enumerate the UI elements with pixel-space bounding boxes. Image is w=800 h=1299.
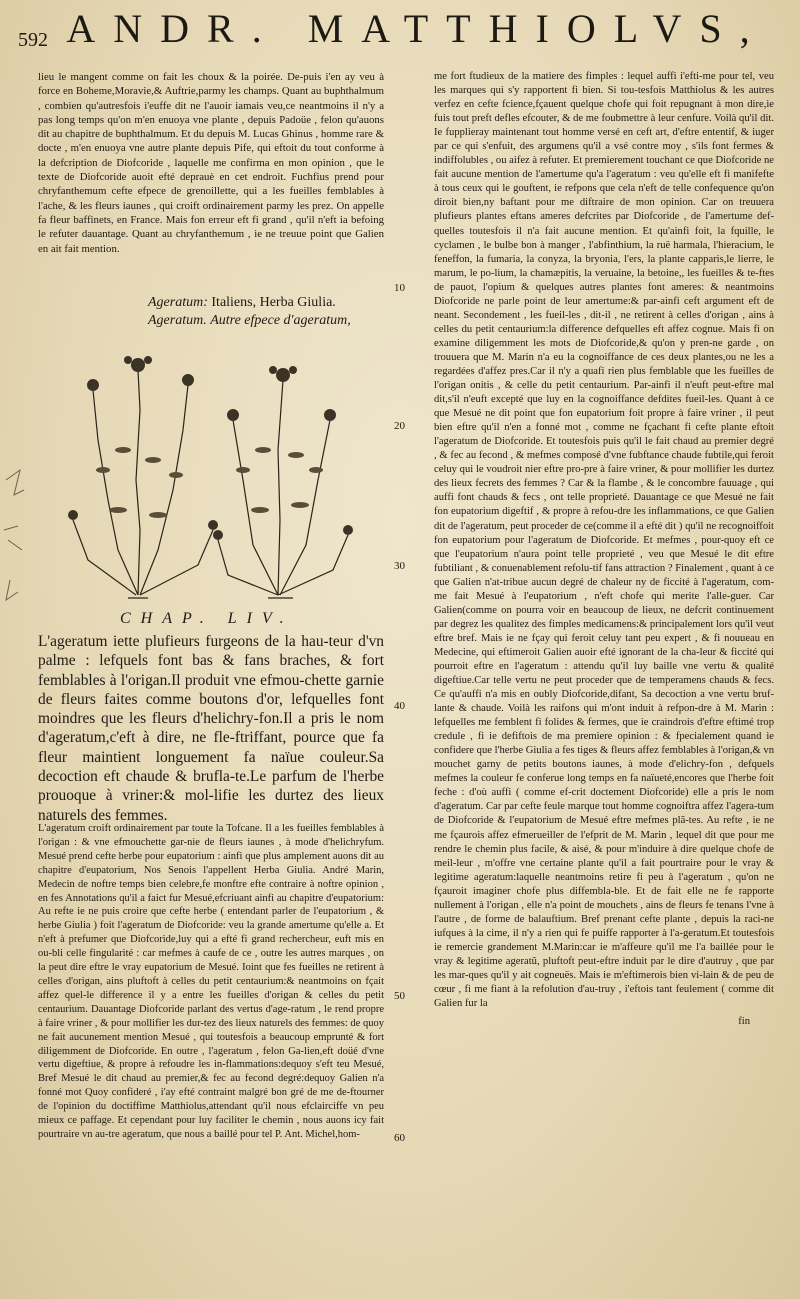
catchword: fin <box>738 1016 750 1028</box>
paragraph: L'ageratum croift ordinairement par toute la Tofcane. Il a les fueilles femblables à l'origan : & vne efmouchette gar-nie de fleurs iaunes , à mode d'helichryfum. Mesué prend cefte herbe pour eupatorium : ainfi que plus amplement auons dit au chapitre d'eupatorium, Nos Senois l'appellent Herba Giulia. André Marin, Medecin de noftre temps bien celebre,fe monftre efte contraire à noftre opinion , en fes Annotations qu'il a faict fur Mesué,efcriuant ainfi au chapitre d'eupatorium: Au refte ie ne puis croire que cefte herbe ( entendant parler de l'eupatorium , & herbe Giulia ) foit l'ageratum de Diofcoride: veu la grande amertume qu'elle a. Et n'eft à prefumer que Diofcoride,luy qui a efté fi grand rechercheur, euft mis en ou-bli celle fingularité : car mefmes à caufe de ce , outre les autres marques , on la peut dire eftre le vray eupatorium de Mesué. Ioint que fes fueilles ne retirent à celles d'origan, ains pluftoft à celles du petit centaurium:& neantmoins on fçait affez quel-le difference il y a entre les fueilles d'origan & celles du petit centaurium. Dauantage Diofcoride parlant des vertus d'age-ratum , le rend propre à faire vriner , & pour mollifier les dur-tez des lieux naturels des femmes: de quoy ne fait aucunement mention Mesué , qui toutesfois a beaucoup emprunté & fort diligemment de Diofcoride. En outre , l'ageratum , felon Ga-lien,eft doüé d'vne vertu digeftiue, & propre à refoudre les in-flammations:dequoy s'eft teu Mesué, Bref Mesué le dit chaud au premier,& fec au fecond degré:dequoy Galien n'a fonné mot Quoy confideré , i'ay efté contraint malgré bon gré de me de-ftourner de l'opinion du doctiffime Matthiolus,attendant qu'il nous efclairciffe vn peu mieux ce paffage. Et cependant pour luy faciliter le chemin , nous auons icy fait pourtraire vn au-tre ageratum, que nous a baillé pour tel P. Ant. Michel,hom- <box>38 823 384 1140</box>
line-number: 40 <box>394 700 405 712</box>
figure-label-a-vernacular: Italiens, Herba Giulia. <box>211 295 336 310</box>
figure-label-b: Ageratum. <box>148 313 207 328</box>
figure-caption <box>148 294 388 330</box>
folio-number: 592 <box>18 29 48 51</box>
paragraph: me fort ftudieux de la matiere des fimples : lequel auffi i'efti-me pour tel, veu les marques qui s'y rapportent fi bien. Si tou-tesfois Matthiolus & les autres verfez en cefte fcience,fçauent quelque chofe qui foit repugnant à mon dire,ie fuis tout preft defles efcouter, & de me foubmettre à leur cenfure. Voilà qu'il dit. Ie fupplieray maintenant tout homme versé en ceft art, d'eftre ententif, & iuger par ce qui s'enfuit, des argumens qu'il a vsé contre moy , s'ils font fermes & indiffolubles , ou aifez à refuter. Et premierement touchant ce que Diofcoride ne fait aucune mention de l'amertume qu'a l'ageratum : veu qu'elle eft fi manifefte à tous ceux qui le gouftent, ie refpons que cela n'eft de telle confequence qu'on diroit bien,ny baftant pour me diftraire de mon opinion. Car on treuuera plufieurs plantes eftans ameres defcrites par Diofcoride , de l'amertume def-quelles toutesfois il n'a fait aucune mention. Et qu'ainfi foit, la fquille, le cyclamen , le bulbe bon à manger , l'abfinthium, la ruë harmala, l'hieracium, le feneffon, la fumaria, la conyza, la bryonia, l'ers, la plante capparis,le lierre, le marum, le po-lium, la chamæpitis, la veruaine, la betoine,, les fueilles & te-ftes de pauot, l'opium & quelques autres plantes font ameres: & neantmoins Diofcoride ne parle point de leur amertume:& par-ainfi ceft argument eft de neant. Secondement , les fueil-les , dit-il , ne retirent à celles d'origan , ains à celles du petit centaurium:la difference defquelles eft affez cognue. Mais fi on examine diligemment les mots de Diofcoride,& qu'on y pren-ne garde , on trouuera que M. Marin n'a eu la cognoiffance de ces deux plantes,ou ne les a regardées d'affez pres.Car il n'y a quafi rien plus femblable que les fueilles de l'origan onitis , & celle du petit centaurium. Par-ainfi il n'euft peut-eftre mal dit,s'il n'euft excepté que luy en la cognoiffance defdites fueil-les. Quant à ce que Mesué ne dit point que fon eupatorium foit propre à faire vriner , il peut bien eftre qu'il n'en a fonné mot , comme ne fçachant fi cefte plante eftoit l'ageratum de Diofcoride. Et toutesfois puis qu'il le fait chaud au premier degré , & fec au fecond , & mefmes composé d'vne fubftance chaude fubtile,qui feroit celuy qui le voudroit nier eftre pro-pre à faire vriner, & pour mollifier les durtez des lieux fecrets des femmes ? Car & la flambe , & le concombre fauuage , qui auffi font chauds & fecs , ont telle proprieté. Dauantage ce que Mesué ne fait fon eupatorium digeftif , & propre à refou-dre les inflammations, ce que Galien dit de l'ageratum, peut proceder de ce(comme il a efté dit ) qu'il ne recognoiffoit fon eupatorium pour l'ageratum de Diofcoride. Et mefmes , pour-quoy eft ce que l'eupatorium n'aura point telle proprieté , veu que Mesué le dit eftre fubtiliant , & conuenablement refolu-tif fans attraction ? Finalement , quant à ce que Galien n'at-tribue aucun degré de chaleur ny de ficcité à l'ageratum, com-me fait Mesué à l'eupatorium , n'eft chofe qui merite l'alle-guer. Car Galien(comme on pourra voir en beaucoup de lieux, ne defcrit continuement par degrez les qualitez des fimples medicamens:& principalement lors qu'il veut eftre bref. Mais ie ne fçay qui feroit celuy tant peu expert , & fi nouueau en Medecine, qui eftimeroit Galien auoir efté ignorant de la cha-leur & ficcité qui pourroit eftre en l'ageratum : attendu qu'il luy baille vne vertu & qualité digeftiue.Car telle vertu ne peut proceder que de temperamens chauds & fecs. Ce qu'auffi n'a mis en oubly Diofcoride,difant, Sa decoction a vne vertu bruf-lante & chaude. Voilà les raifons qui m'ont induit à refpon-dre à M. Marin : lefquelles me femblent fi folides & fermes, que ie craindrois d'eftre eftimé trop credule , fi ie defiftois de ma premiere opinion : & fpecialement quand ie confidere que l'herbe Giulia a fes tiges & fleurs affez femblables à l'origan,& vn mouchet garny de petits boutons iaunes, à mode d'elichry-fon , defquels mefmes la couleur fe conferue long temps en fa naïueté,encores que l'herbe foit feche : d'où auffi ( comme ef-crit doctement Diofcoride) elle a pris le nom d'ageratum. Car par cefte feule marque tout homme cognoiftra affez l'agera-tum de Diofcoride & l'eupatorium de Mesué eftre mefmes plã-tes. Au refte , ie ne me fçaurois affez efmerueiller de l'efprit de M. Marin , lequel dit que pour me rendre le chemin plus facile, & aisé, & pour m'induire à dire quelque chofe de meil-leur , m'offre vne certaine plante qu'il a fait pourtraire pour le vray & legitime ageratum:laquelle neantmoins retire fi peu à l'ageratum , qu'on ne fçauroit imaginer chofe plus diffembla-ble. Et de fait elle ne fe rapporte nullement à l'origan , elle n'a point de mouchets , ains de fleurs fe tenans l'vne à l'autre , de forme de balauftium. Bref prenant cefte plante , depuis la raci-ne iufques à la cime, il n'y a rien qui fe puiffe rapporter à l'a-geratum.Et toutesfois ie remercie grandement M.Marin:car ie m'affeure qu'il me l'a baillée pour le vray & legitime ageratũ, pluftoft peut-eftre induit par le dire d'autruy , que par les mar-ques qu'il y ait cogneuës. Mais ie m'eftimerois bien vi-lain & de peu de cœur , fi me fiant à la refolution d'au-truy , i'eftois tant feulement ( comme dit Galien fur la <box>434 71 774 1010</box>
figure-label-a: Ageratum: <box>148 295 208 310</box>
line-number: 10 <box>394 282 405 294</box>
right-column <box>434 70 774 1029</box>
running-head: ANDR. MATTHIOLVS, <box>66 6 768 51</box>
line-number: 60 <box>394 1132 405 1144</box>
chapter-heading: CHAP. LIV. <box>120 610 294 627</box>
left-column-top <box>38 70 384 260</box>
line-number: 50 <box>394 990 405 1002</box>
figure-label-b-vernacular: Autre efpece d'ageratum, <box>210 313 351 328</box>
page-header <box>18 6 786 52</box>
paragraph: lieu le mangent comme on fait les choux & la poirée. De-puis i'en ay veu à force en Boheme,Moravie,& Auftrie,parmy les champs. Quant au buphthalmum , combien qu'autresfois i'euffe dit ne l'auoir iamais veu,ce neantmoins il n'y a pas long temps qu'on m'en enuoya vne plante , depuis Padoüe , felon qu'auons dit au chapitre de buphthalmum. Et du depuis M. Lucas Ghinus , homme rare & docte , m'en enuoya vne autre plante depuis Pife, qui eftoit du tout conforme à la defcription de Diofcoride , laquelle me confirma en mon opinion , que le texte de Diofcoride auoit efté deprauè en cet endroit. Fuchfius prend pour chryfanthemum cefte efpece de grenoillette, qui a les fueilles femblables à l'ache, & les fleurs iaunes , qui croift ordinairement parmy les prez. On appelle fa fleur baffinets, en France. Mais fon erreur eft fi grand , qu'il n'eft ia befoing le refuter dauantage. Quant au chryfanthemum , ie ne treuue point que Galien en ait fait mention. <box>38 71 384 255</box>
line-number: 30 <box>394 560 405 572</box>
left-column-commentary <box>38 822 384 1146</box>
line-number: 20 <box>394 420 405 432</box>
margin-pencil-marks <box>0 460 40 620</box>
ageratum-woodcut-illustration <box>48 330 378 600</box>
chapter-intro: L'ageratum iette plufieurs furgeons de la hau-teur d'vn palme : lefquels font bas & fans braches, & fort femblables à l'origan.Il produit vne efmou-chette garnie de fleurs faites comme boutons d'or, lefquelles font moindres que les fleurs d'helichry-fon.Il a pris le nom d'ageratum,c'eft à dire, ne fle-ftriffant, pource que fa fleur maintient longuement fa naïue couleur.Sa decoction eft chaude & brufla-te.Le parfum de l'herbe prouoque à vriner:& mol-lifie les durtez des lieux naturels des femmes. <box>38 633 384 824</box>
